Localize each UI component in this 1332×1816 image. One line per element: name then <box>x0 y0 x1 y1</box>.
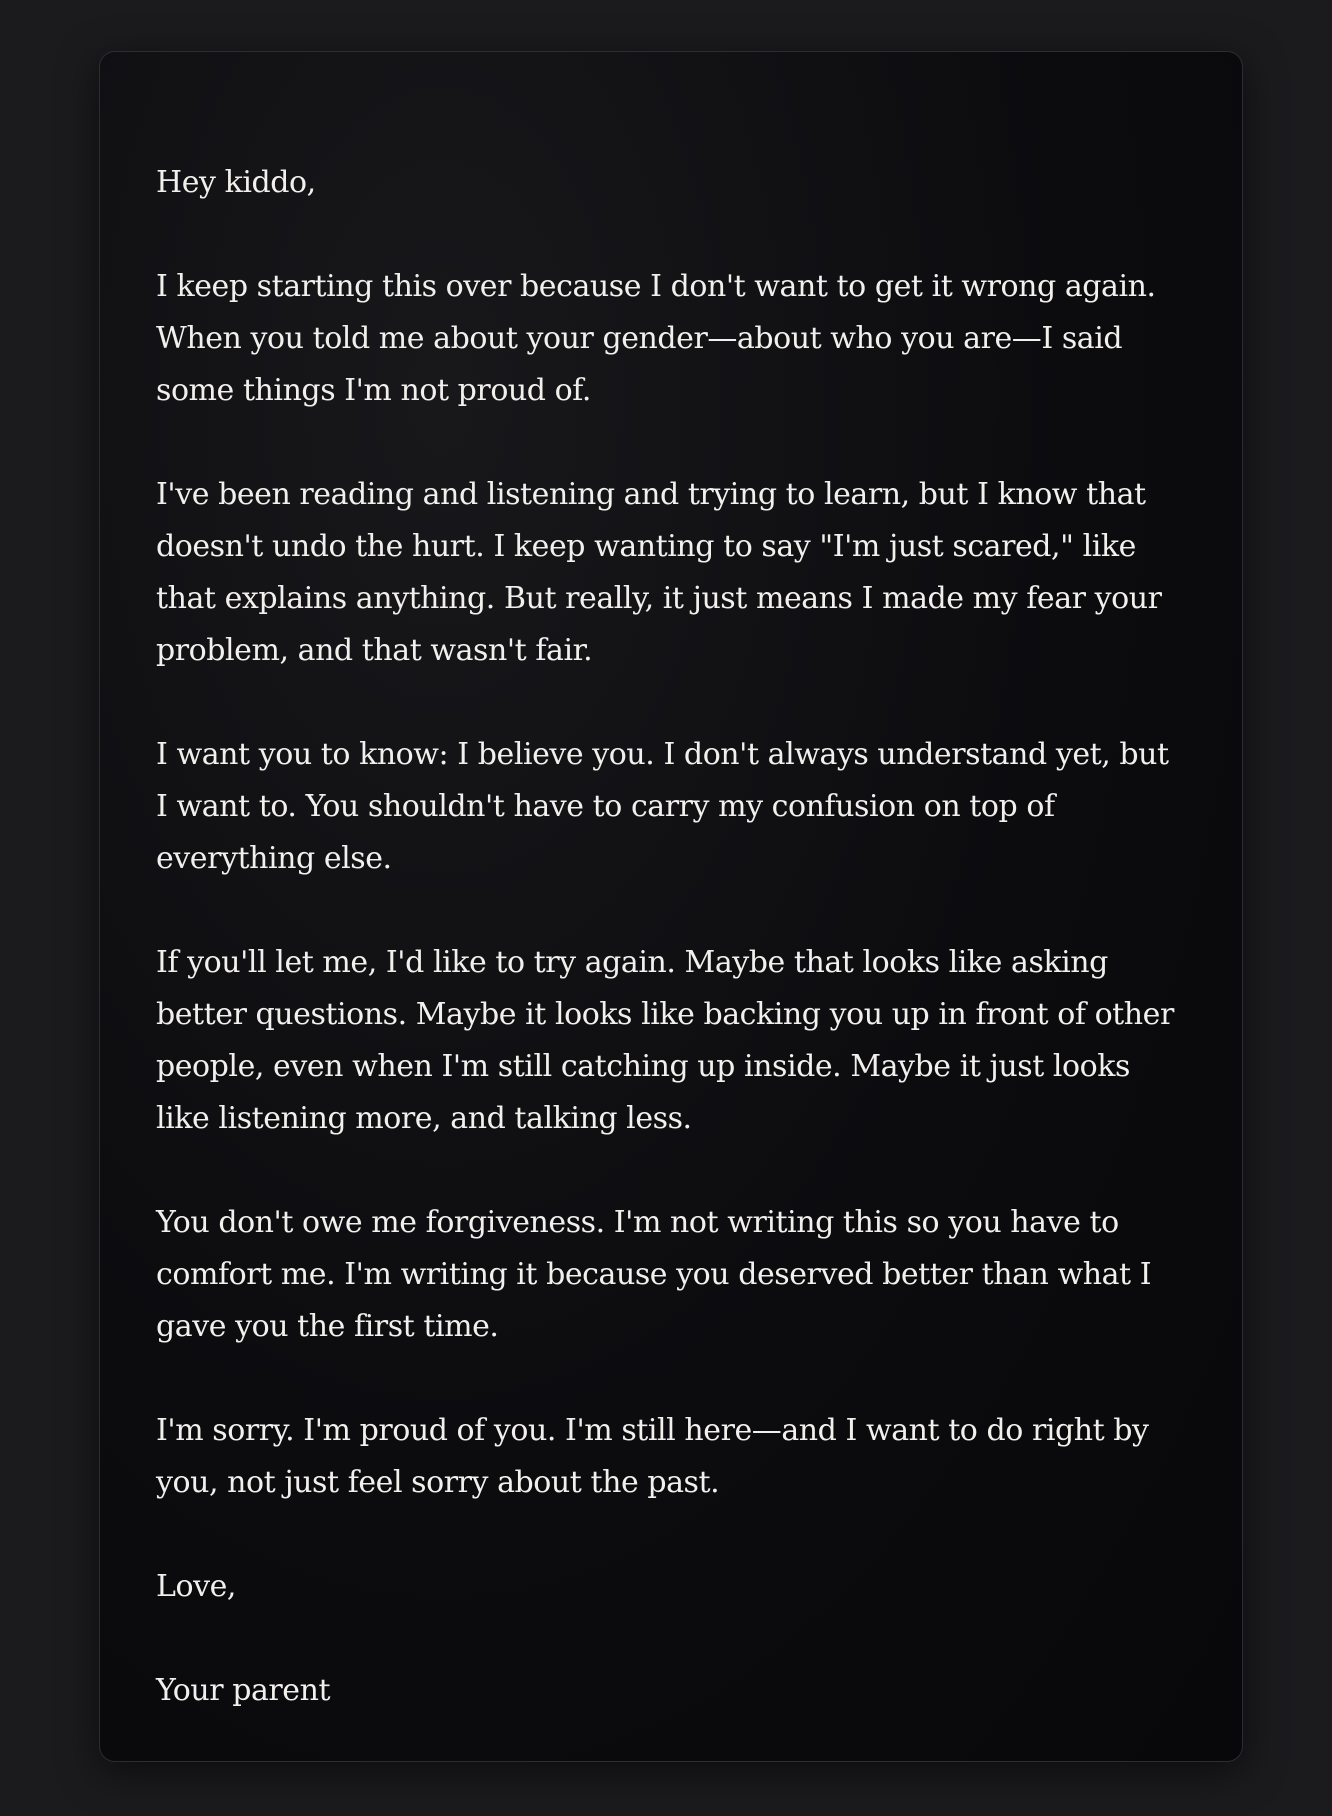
letter-paragraph: You don't owe me forgiveness. I'm not writing this so you have to comfort me. I'm writing it because you deserved better than what I gave you the first time. <box>156 1205 1152 1344</box>
letter-closing: Love, <box>156 1569 236 1604</box>
letter-paragraph: I've been reading and listening and trying to learn, but I know that doesn't undo the hurt. I keep wanting to say "I'm just scared," like that explains anything. But really, it just means I made my fear your problem, and that wasn't fair. <box>156 477 1162 668</box>
letter-signature: Your parent <box>156 1673 331 1708</box>
letter-greeting: Hey kiddo, <box>156 165 316 200</box>
letter-paragraph: I want you to know: I believe you. I don't always understand yet, but I want to. You shouldn't have to carry my confusion on top of everything else. <box>156 737 1169 876</box>
letter-paragraph: I'm sorry. I'm proud of you. I'm still here—and I want to do right by you, not just feel sorry about the past. <box>156 1413 1149 1500</box>
letter-paragraph: I keep starting this over because I don't want to get it wrong again. When you told me about your gender—about who you are—I said some things I'm not proud of. <box>156 269 1156 408</box>
letter-body <box>156 157 1186 1717</box>
letter-paragraph: If you'll let me, I'd like to try again. Maybe that looks like asking better questions. Maybe it looks like backing you up in front of other people, even when I'm still catching up inside. Maybe it just looks like listening more, and talking less. <box>156 945 1174 1136</box>
letter-card <box>99 51 1243 1762</box>
